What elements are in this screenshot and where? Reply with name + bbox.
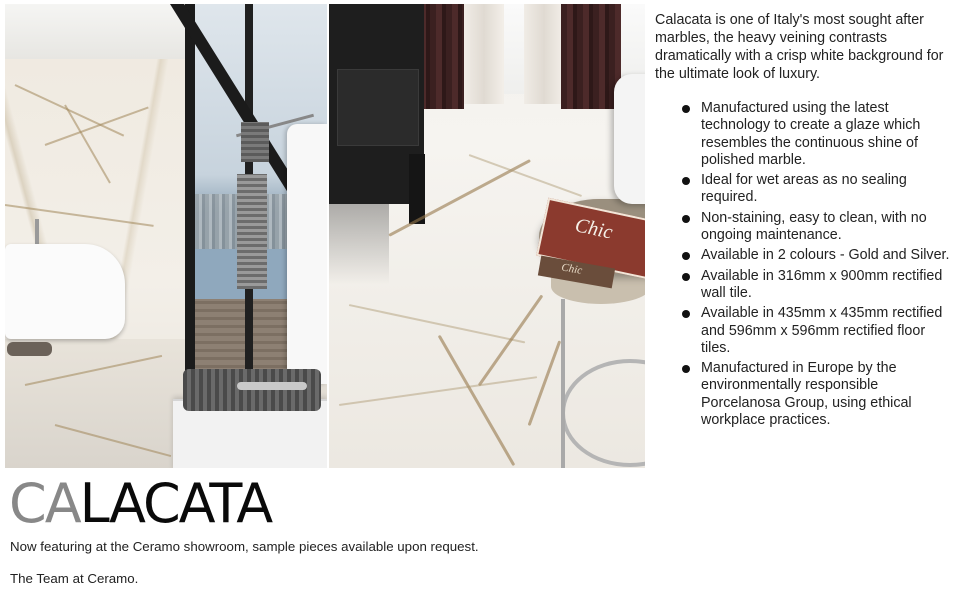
bathroom-photo: [5, 4, 327, 468]
marble-vein: [339, 376, 537, 406]
bullet-icon: [682, 215, 690, 223]
white-chair: [614, 74, 645, 204]
bathrobe: [287, 124, 327, 384]
bath-brush: [237, 382, 307, 390]
bathtub: [5, 244, 125, 339]
intro-paragraph: Calacata is one of Italy's most sought after marbles, the heavy veining contrasts dramatically with a crisp white background for the ultimate look of luxury.: [655, 12, 944, 82]
feature-item: [655, 268, 950, 303]
calacata-logo: [9, 472, 272, 535]
marble-vein: [5, 204, 154, 227]
bullet-icon: [682, 252, 690, 260]
bullet-icon: [682, 177, 690, 185]
cabinet-leg: [409, 154, 425, 224]
feature-item: [655, 247, 950, 264]
cabinet-door: [337, 69, 419, 146]
chair-base: [561, 359, 645, 467]
bullet-icon: [682, 365, 690, 373]
marble-vein: [478, 295, 544, 387]
bullet-icon: [682, 105, 690, 113]
logo-part-grey: CA: [9, 472, 80, 535]
curtain: [561, 4, 621, 109]
feature-text: Available in 435mm x 435mm rectified and 596mm x 596mm rectified floor tiles.: [701, 305, 943, 356]
marble-vein: [528, 340, 562, 426]
living-room-photo: [329, 4, 645, 468]
folded-towel: [183, 369, 321, 411]
marble-vein: [438, 335, 516, 466]
feature-text: Available in 2 colours - Gold and Silver.: [701, 247, 950, 264]
feature-item: [655, 210, 950, 245]
towel: [241, 122, 269, 162]
feature-text: Manufactured using the latest technology to create a glaze which resembles the continuous shine of polished marble.: [701, 100, 921, 168]
feature-list: [655, 100, 950, 432]
marble-vein: [45, 106, 149, 146]
chair-leg: [561, 299, 565, 468]
sheer-curtain: [464, 4, 504, 104]
marble-vein: [64, 105, 111, 184]
feature-item: [655, 100, 950, 169]
feature-item: [655, 360, 950, 429]
marble-vein: [349, 304, 525, 343]
magazine-title: Chic: [560, 261, 584, 277]
slippers: [7, 342, 52, 356]
feature-text: Manufactured in Europe by the environmentally responsible Porcelanosa Group, using ethical workplace practices.: [701, 360, 912, 429]
bath-tap: [35, 219, 39, 247]
logo-part-black: LACATA: [79, 472, 272, 535]
bullet-icon: [682, 310, 690, 318]
feature-item: [655, 305, 950, 357]
feature-text: Ideal for wet areas as no sealing required.: [701, 172, 907, 206]
tagline: Now featuring at the Ceramo showroom, sample pieces available upon request.: [10, 539, 479, 554]
magazine-title: Chic: [573, 214, 615, 244]
sheer-curtain: [524, 4, 564, 104]
feature-item: [655, 172, 950, 207]
floor-reflection: [329, 204, 389, 284]
bullet-icon: [682, 273, 690, 281]
signoff: The Team at Ceramo.: [10, 571, 139, 586]
feature-text: Available in 316mm x 900mm rectified wall tile.: [701, 267, 943, 301]
feature-text: Non-staining, easy to clean, with no ongoing maintenance.: [701, 209, 927, 244]
towel: [237, 174, 267, 289]
